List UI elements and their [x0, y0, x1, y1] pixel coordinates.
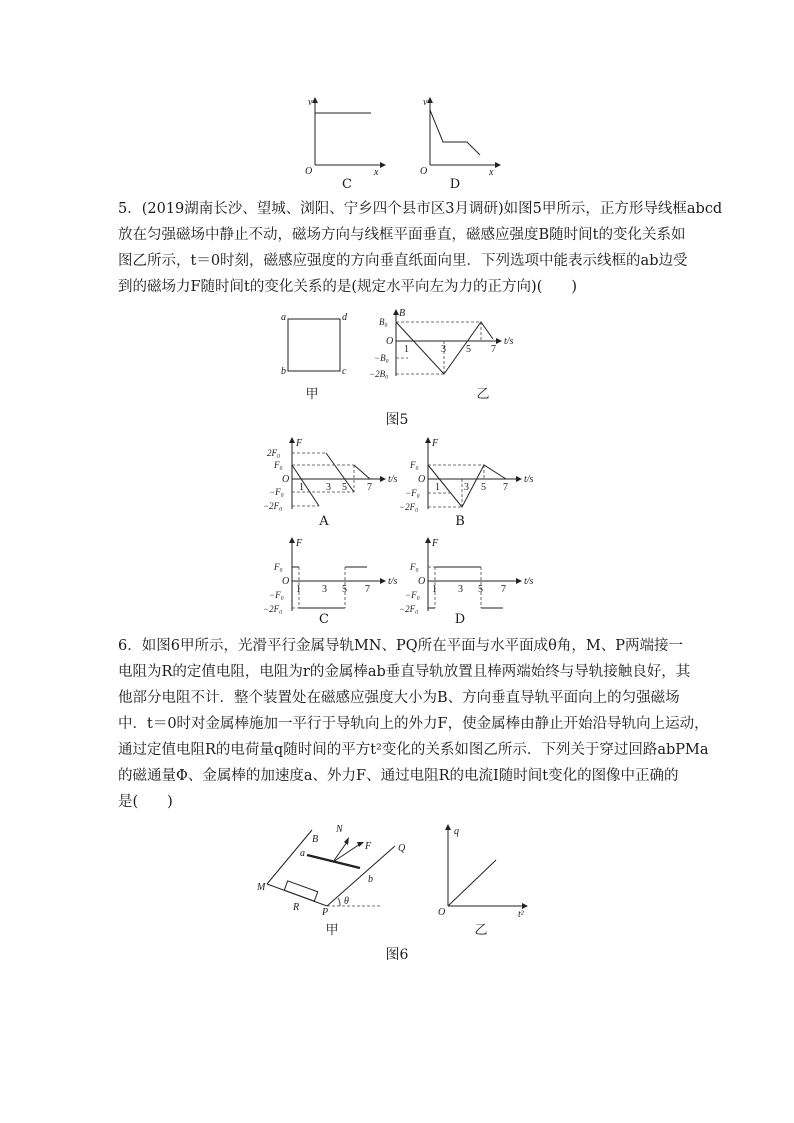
tick-x-5: 5 — [342, 584, 347, 595]
graph-top-c — [300, 95, 390, 177]
tick-y-F0: F₀ — [410, 460, 419, 470]
origin-label: O — [418, 576, 426, 587]
q6-line-2: 电阻为R的定值电阻，电阻为r的金属棒ab垂直导轨放置且棒两端始终与导轨接触良好，其 — [118, 664, 691, 680]
tick-y-neg-F0: −F₀ — [405, 488, 420, 498]
label-N: N — [336, 824, 343, 835]
axis-label-F: F — [296, 438, 303, 449]
graph-top-c-caption: C — [342, 177, 352, 192]
axis-label-x: x — [489, 167, 494, 178]
tick-x-7: 7 — [365, 584, 370, 595]
tick-x-3: 3 — [322, 584, 327, 595]
fig6-yi-graph — [434, 822, 534, 920]
option-b-caption: B — [455, 514, 465, 529]
tick-y-2F0: 2F₀ — [267, 448, 281, 458]
option-b-graph — [398, 437, 538, 515]
fig6-jia-caption: 甲 — [325, 923, 339, 938]
label-Q: Q — [398, 843, 406, 854]
origin-label: O — [418, 474, 426, 485]
tick-x-7: 7 — [501, 584, 506, 595]
tick-y-neg-F0: −F₀ — [269, 487, 284, 497]
q5-line-3: 图乙所示，t＝0时刻，磁感应强度的方向垂直纸面向里．下列选项中能表示线框的ab边受 — [118, 253, 688, 269]
axis-label-v: v — [423, 97, 428, 108]
tick-x-1: 1 — [435, 482, 440, 493]
fig6-caption: 图6 — [385, 947, 409, 963]
tick-y-neg-F0: −F₀ — [405, 590, 420, 600]
tick-y-F0: F₀ — [274, 562, 283, 572]
axis-label-x: x — [374, 167, 379, 178]
origin-label: O — [282, 474, 290, 485]
q6-line-3: 他部分电阻不计．整个装置处在磁感应强度大小为B、方向垂直导轨平面向上的匀强磁场 — [118, 690, 680, 706]
label-b: b — [368, 874, 373, 885]
origin-label: O — [438, 907, 446, 918]
tick-x-5: 5 — [478, 584, 483, 595]
label-B: B — [312, 834, 319, 845]
fig5-yi-graph — [368, 308, 518, 388]
tick-y-neg-2F0: −2F₀ — [399, 502, 419, 512]
axis-label-t: t/s — [504, 336, 514, 347]
tick-y-F0: F₀ — [410, 562, 419, 572]
tick-x-3: 3 — [458, 584, 463, 595]
label-P: P — [322, 907, 329, 918]
fig5-jia-caption: 甲 — [305, 387, 319, 402]
q6-line-5: 通过定值电阻R的电荷量q随时间的平方t²变化的关系如图乙所示．下列关于穿过回路abPMa — [118, 742, 709, 758]
axis-label-q: q — [454, 826, 459, 837]
tick-y-neg-2F0: −2F₀ — [263, 604, 283, 614]
corner-d: d — [342, 312, 347, 323]
tick-x-7: 7 — [367, 482, 372, 493]
label-F: F — [365, 841, 372, 852]
axis-label-t: t/s — [524, 576, 534, 587]
tick-x-1: 1 — [404, 344, 409, 355]
axis-label-F: F — [432, 538, 439, 549]
label-a: a — [300, 848, 305, 859]
q5-line-4: 到的磁场力F随时间t的变化关系的是(规定水平向左为力的正方向)( ) — [118, 279, 578, 295]
axis-label-t: t/s — [388, 474, 398, 485]
tick-x-5: 5 — [342, 482, 347, 493]
origin-label: O — [420, 166, 428, 177]
label-M: M — [257, 882, 266, 893]
tick-y-neg-B0: −B₀ — [374, 353, 389, 363]
corner-a: a — [281, 312, 286, 323]
tick-x-3: 3 — [326, 482, 331, 493]
tick-y-neg-2B0: −2B₀ — [369, 369, 389, 379]
option-c-graph — [262, 537, 402, 615]
tick-y-neg-2F0: −2F₀ — [399, 604, 419, 614]
tick-x-5: 5 — [466, 344, 471, 355]
corner-b: b — [281, 366, 286, 377]
corner-c: c — [342, 366, 347, 377]
tick-x-1: 1 — [296, 584, 301, 595]
axis-label-v: v — [308, 97, 313, 108]
fig5-yi-caption: 乙 — [476, 387, 490, 402]
tick-x-1: 1 — [299, 482, 304, 493]
option-a-caption: A — [319, 514, 329, 529]
fig6-yi-caption: 乙 — [474, 923, 488, 938]
tick-x-5: 5 — [481, 482, 486, 493]
tick-x-7: 7 — [491, 344, 496, 355]
q6-line-6: 的磁通量Φ、金属棒的加速度a、外力F、通过电阻R的电流I随时间t变化的图像中正确的 — [118, 768, 679, 784]
axis-label-F: F — [432, 438, 439, 449]
q5-line-2: 放在匀强磁场中静止不动，磁场方向与线框平面垂直，磁感应强度B随时间t的变化关系如 — [118, 227, 686, 243]
axis-label-B: B — [399, 308, 406, 319]
axis-label-t: t/s — [388, 576, 398, 587]
fig6-jia-rails — [252, 822, 422, 922]
graph-top-d-caption: D — [449, 177, 461, 192]
tick-x-3: 3 — [464, 482, 469, 493]
tick-y-B0: B₀ — [379, 317, 388, 327]
q6-line-1: 6．如图6甲所示，光滑平行金属导轨MN、PQ所在平面与水平面成θ角，M、P两端接一 — [118, 638, 683, 654]
axis-label-F: F — [296, 538, 303, 549]
tick-x-7: 7 — [503, 482, 508, 493]
label-R: R — [293, 902, 300, 913]
fig5-jia-square — [280, 312, 350, 382]
tick-y-neg-F0: −F₀ — [269, 590, 284, 600]
axis-label-t: t/s — [524, 474, 534, 485]
graph-top-d — [415, 95, 505, 177]
label-theta: θ — [344, 896, 349, 907]
origin-label: O — [282, 576, 290, 587]
option-d-graph — [398, 537, 538, 615]
fig5-caption: 图5 — [385, 412, 409, 428]
option-c-caption: C — [319, 612, 329, 627]
axis-label-t2: t² — [518, 909, 524, 920]
q6-line-4: 中．t＝0时对金属棒施加一平行于导轨向上的外力F，使金属棒由静止开始沿导轨向上运动， — [118, 716, 709, 732]
tick-y-F0: F₀ — [274, 460, 283, 470]
option-a-graph — [262, 437, 402, 515]
origin-label: O — [386, 336, 394, 347]
q5-line-1: 5．(2019湖南长沙、望城、浏阳、宁乡四个县市区3月调研)如图5甲所示，正方形导线框abcd — [118, 201, 723, 217]
tick-x-3: 3 — [441, 344, 446, 355]
option-d-caption: D — [454, 612, 466, 627]
tick-y-neg-2F0: −2F₀ — [263, 501, 283, 511]
q6-line-7: 是( ) — [118, 794, 173, 810]
origin-label: O — [305, 166, 313, 177]
tick-x-1: 1 — [432, 584, 437, 595]
